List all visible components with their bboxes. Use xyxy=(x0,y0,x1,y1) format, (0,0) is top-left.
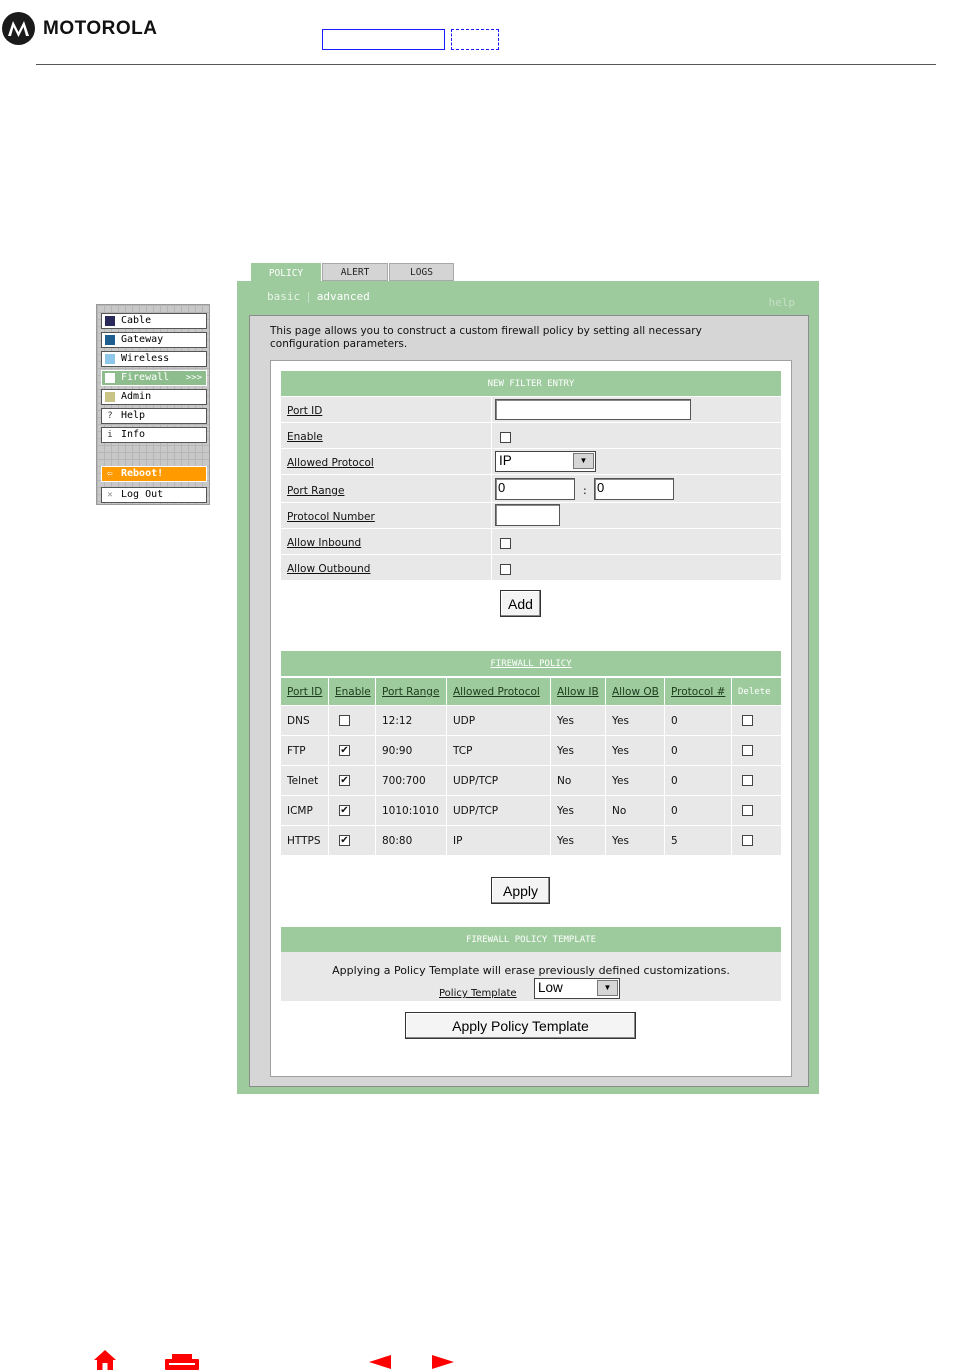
col-delete: Delete xyxy=(732,678,781,705)
col-port-range[interactable]: Port Range xyxy=(376,678,447,705)
home-icon[interactable] xyxy=(92,1349,118,1372)
protocol-number-cell: 5 xyxy=(665,825,732,855)
col-enable[interactable]: Enable xyxy=(329,678,376,705)
sidebar-item-cable[interactable] xyxy=(101,313,207,329)
sidebar-item-label: Firewall xyxy=(121,372,170,383)
active-indicator-arrows: >>> xyxy=(185,373,202,383)
dropdown-arrow-icon[interactable]: ▼ xyxy=(597,980,618,996)
row-enable-cell xyxy=(329,765,376,795)
row-delete-checkbox[interactable] xyxy=(742,805,753,816)
protocol-number-label[interactable]: Protocol Number xyxy=(287,511,375,523)
protocol-number-cell: 0 xyxy=(665,735,732,765)
row-enable-checkbox[interactable] xyxy=(339,715,350,726)
row-enable-checkbox[interactable]: ✔ xyxy=(340,745,349,756)
subnav-advanced-link[interactable]: advanced xyxy=(316,290,370,303)
protocol-cell: UDP/TCP xyxy=(447,795,551,825)
firewall-policy-table xyxy=(281,678,781,855)
sidebar-item-admin[interactable] xyxy=(101,389,207,405)
port-id-cell: DNS xyxy=(281,705,329,735)
close-icon: ✕ xyxy=(107,490,113,500)
row-enable-cell xyxy=(329,735,376,765)
header-link-box-dashed[interactable] xyxy=(451,29,499,50)
row-delete-cell xyxy=(732,735,781,765)
row-delete-cell xyxy=(732,795,781,825)
policy-template-label[interactable]: Policy Template xyxy=(439,988,517,999)
table-row xyxy=(281,735,781,765)
help-link[interactable]: help xyxy=(768,296,795,309)
policy-template-note: Applying a Policy Template will erase previously defined customizations. xyxy=(332,964,730,977)
row-divider xyxy=(491,529,492,554)
logout-button[interactable] xyxy=(101,487,207,503)
apply-button[interactable]: Apply xyxy=(491,877,550,904)
table-row xyxy=(281,795,781,825)
intro-text: This page allows you to construct a custom firewall policy by setting all necessary configuration parameters. xyxy=(270,325,702,350)
sidebar-item-label: Wireless xyxy=(121,353,170,364)
row-enable-cell xyxy=(329,795,376,825)
port-id-input[interactable] xyxy=(495,399,691,420)
header-divider xyxy=(36,64,936,65)
firewall-panel xyxy=(237,281,819,1094)
row-enable-checkbox[interactable]: ✔ xyxy=(340,775,349,786)
apply-policy-template-button[interactable]: Apply Policy Template xyxy=(405,1012,636,1039)
info-icon: i xyxy=(107,430,113,440)
protocol-number-cell: 0 xyxy=(665,795,732,825)
port-range-separator: : xyxy=(583,484,587,497)
allow-inbound-row xyxy=(281,529,781,554)
policy-template-header: FIREWALL POLICY TEMPLATE xyxy=(281,927,781,952)
port-id-cell: ICMP xyxy=(281,795,329,825)
cable-color-square xyxy=(105,316,115,326)
tab-logs[interactable]: LOGS xyxy=(389,263,454,281)
new-filter-entry-header: NEW FILTER ENTRY xyxy=(281,371,781,396)
port-range-cell: 1010:1010 xyxy=(376,795,447,825)
table-row xyxy=(281,825,781,855)
sidebar-item-gateway[interactable] xyxy=(101,332,207,348)
dropdown-arrow-icon[interactable]: ▼ xyxy=(573,453,594,469)
port-range-cell: 90:90 xyxy=(376,735,447,765)
table-row xyxy=(281,705,781,735)
tab-policy[interactable]: POLICY xyxy=(251,263,321,283)
sidebar-item-label: Info xyxy=(121,429,146,440)
motorola-batwing-icon xyxy=(2,12,35,45)
allow-ib-cell: No xyxy=(551,765,606,795)
row-delete-cell xyxy=(732,825,781,855)
allow-ob-cell: Yes xyxy=(606,735,665,765)
port-id-cell: Telnet xyxy=(281,765,329,795)
port-range-cell: 12:12 xyxy=(376,705,447,735)
sidebar-item-label: Help xyxy=(121,410,146,421)
col-allow-ob[interactable]: Allow OB xyxy=(606,678,665,705)
protocol-number-row xyxy=(281,503,781,528)
enable-row xyxy=(281,423,781,448)
allow-ob-cell: No xyxy=(606,795,665,825)
policy-template-value: Low xyxy=(538,980,563,995)
allow-ib-cell: Yes xyxy=(551,825,606,855)
row-divider xyxy=(491,555,492,580)
port-range-to-input[interactable]: 0 xyxy=(594,478,674,500)
table-row xyxy=(281,765,781,795)
wireless-color-square xyxy=(105,354,115,364)
port-range-cell: 700:700 xyxy=(376,765,447,795)
logout-label: Log Out xyxy=(121,489,164,500)
motorola-logo xyxy=(0,12,157,45)
row-enable-checkbox[interactable]: ✔ xyxy=(340,835,349,846)
reboot-label: Reboot! xyxy=(121,468,164,479)
protocol-cell: TCP xyxy=(447,735,551,765)
protocol-cell: UDP/TCP xyxy=(447,765,551,795)
reboot-icon: ⇦ xyxy=(107,469,113,479)
allow-inbound-label[interactable]: Allow Inbound xyxy=(287,537,362,549)
port-id-cell: FTP xyxy=(281,735,329,765)
enable-checkbox[interactable] xyxy=(500,432,511,443)
protocol-number-cell: 0 xyxy=(665,765,732,795)
protocol-cell: IP xyxy=(447,825,551,855)
port-range-from-input[interactable]: 0 xyxy=(495,478,575,500)
next-page-icon[interactable] xyxy=(432,1354,454,1372)
tab-alert[interactable]: ALERT xyxy=(322,263,388,281)
subnav-basic-link[interactable]: basic xyxy=(267,290,301,303)
row-delete-cell xyxy=(732,705,781,735)
col-protocol-number[interactable]: Protocol # xyxy=(665,678,732,705)
firewall-color-square xyxy=(105,373,115,383)
row-delete-checkbox[interactable] xyxy=(742,715,753,726)
table-header-row xyxy=(281,678,781,705)
allowed-protocol-label[interactable]: Allowed Protocol xyxy=(287,457,374,469)
allow-ib-cell: Yes xyxy=(551,795,606,825)
sidebar-item-label: Cable xyxy=(121,315,152,326)
port-id-row xyxy=(281,397,781,422)
allow-outbound-checkbox[interactable] xyxy=(500,564,511,575)
print-icon[interactable] xyxy=(165,1354,199,1372)
add-button[interactable]: Add xyxy=(500,590,541,617)
protocol-number-cell: 0 xyxy=(665,705,732,735)
row-divider xyxy=(491,423,492,448)
row-divider xyxy=(491,397,492,422)
enable-label[interactable]: Enable xyxy=(287,431,323,443)
sidebar-item-label: Gateway xyxy=(121,334,164,345)
allow-outbound-label[interactable]: Allow Outbound xyxy=(287,563,371,575)
allowed-protocol-row xyxy=(281,449,781,474)
firewall-policy-header[interactable]: FIREWALL POLICY xyxy=(281,651,781,676)
row-delete-checkbox[interactable] xyxy=(742,775,753,786)
reboot-button[interactable] xyxy=(101,466,207,482)
question-icon: ? xyxy=(107,411,113,421)
policy-template-row xyxy=(281,952,781,1001)
row-enable-cell xyxy=(329,825,376,855)
row-divider xyxy=(491,503,492,528)
row-divider xyxy=(491,449,492,474)
allow-ob-cell: Yes xyxy=(606,825,665,855)
allowed-protocol-value: IP xyxy=(499,453,512,468)
subnav xyxy=(267,290,370,303)
allow-ib-cell: Yes xyxy=(551,735,606,765)
header-link-box[interactable] xyxy=(322,29,445,50)
protocol-number-input[interactable] xyxy=(495,504,560,526)
row-enable-cell xyxy=(329,705,376,735)
form-area xyxy=(270,360,792,1077)
allow-inbound-checkbox[interactable] xyxy=(500,538,511,549)
subnav-separator: | xyxy=(305,290,312,303)
protocol-cell: UDP xyxy=(447,705,551,735)
col-port-id[interactable]: Port ID xyxy=(281,678,329,705)
allow-outbound-row xyxy=(281,555,781,580)
row-delete-checkbox[interactable] xyxy=(742,745,753,756)
policy-template-select[interactable] xyxy=(534,978,620,999)
row-divider xyxy=(491,475,492,502)
port-id-label[interactable]: Port ID xyxy=(287,405,323,417)
port-range-cell: 80:80 xyxy=(376,825,447,855)
gateway-color-square xyxy=(105,335,115,345)
port-range-row xyxy=(281,475,781,502)
admin-color-square xyxy=(105,392,115,402)
row-delete-checkbox[interactable] xyxy=(742,835,753,846)
row-delete-cell xyxy=(732,765,781,795)
sidebar-item-wireless[interactable] xyxy=(101,351,207,367)
row-enable-checkbox[interactable]: ✔ xyxy=(340,805,349,816)
sidebar-item-help[interactable] xyxy=(101,408,207,424)
allow-ob-cell: Yes xyxy=(606,705,665,735)
col-allowed-protocol[interactable]: Allowed Protocol xyxy=(447,678,551,705)
allowed-protocol-select[interactable] xyxy=(495,451,596,472)
sidebar-item-label: Admin xyxy=(121,391,152,402)
content-area xyxy=(249,315,809,1087)
sidebar-item-firewall[interactable] xyxy=(101,370,207,386)
port-id-cell: HTTPS xyxy=(281,825,329,855)
col-allow-ib[interactable]: Allow IB xyxy=(551,678,606,705)
allow-ib-cell: Yes xyxy=(551,705,606,735)
sidebar-item-info[interactable] xyxy=(101,427,207,443)
allow-ob-cell: Yes xyxy=(606,765,665,795)
sidebar-nav xyxy=(96,304,210,505)
port-range-label[interactable]: Port Range xyxy=(287,485,345,497)
brand-name: MOTOROLA xyxy=(43,17,158,39)
previous-page-icon[interactable] xyxy=(369,1354,391,1372)
